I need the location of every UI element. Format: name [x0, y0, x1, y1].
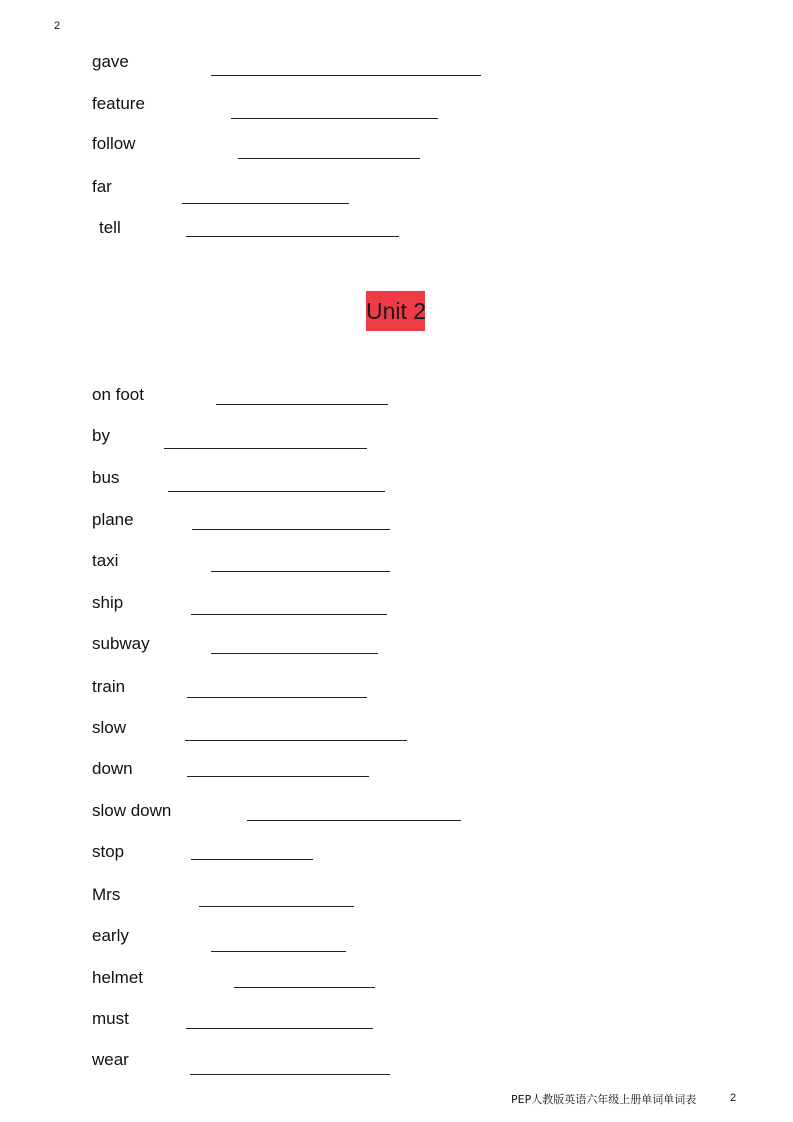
answer-line: [191, 614, 387, 615]
page-number-top: 2: [54, 20, 61, 32]
word-gave: gave: [92, 52, 129, 71]
answer-line: [164, 448, 367, 449]
word-follow: follow: [92, 134, 136, 153]
word-tell: tell: [99, 218, 121, 237]
answer-line: [247, 820, 461, 821]
unit-title: Unit 2: [366, 291, 425, 331]
answer-line: [168, 491, 385, 492]
word-slow-down: slow down: [92, 801, 172, 820]
word-on-foot: on foot: [92, 385, 144, 404]
word-by: by: [92, 426, 110, 445]
word-stop: stop: [92, 842, 125, 861]
answer-line: [182, 203, 349, 204]
answer-line: [211, 653, 378, 654]
word-mrs: Mrs: [92, 885, 121, 904]
answer-line: [211, 75, 481, 76]
answer-line: [187, 776, 369, 777]
answer-line: [216, 404, 388, 405]
word-wear: wear: [92, 1050, 129, 1069]
word-helmet: helmet: [92, 968, 144, 987]
word-slow: slow: [92, 718, 127, 737]
answer-line: [199, 906, 354, 907]
answer-line: [185, 740, 407, 741]
answer-line: [186, 236, 399, 237]
word-early: early: [92, 926, 129, 945]
answer-line: [191, 859, 313, 860]
footer-title: PEP人教版英语六年级上册单词单词表: [511, 1093, 697, 1106]
word-taxi: taxi: [92, 551, 119, 570]
word-feature: feature: [92, 94, 145, 113]
answer-line: [238, 158, 420, 159]
answer-line: [211, 951, 346, 952]
word-far: far: [92, 177, 112, 196]
answer-line: [187, 697, 367, 698]
word-train: train: [92, 677, 126, 696]
answer-line: [211, 571, 390, 572]
word-bus: bus: [92, 468, 120, 487]
word-down: down: [92, 759, 133, 778]
answer-line: [186, 1028, 373, 1029]
word-subway: subway: [92, 634, 150, 653]
answer-line: [231, 118, 438, 119]
answer-line: [190, 1074, 390, 1075]
answer-line: [192, 529, 390, 530]
answer-line: [234, 987, 375, 988]
word-must: must: [92, 1009, 129, 1028]
word-plane: plane: [92, 510, 134, 529]
word-ship: ship: [92, 593, 124, 612]
footer-page-number: 2: [730, 1092, 737, 1104]
